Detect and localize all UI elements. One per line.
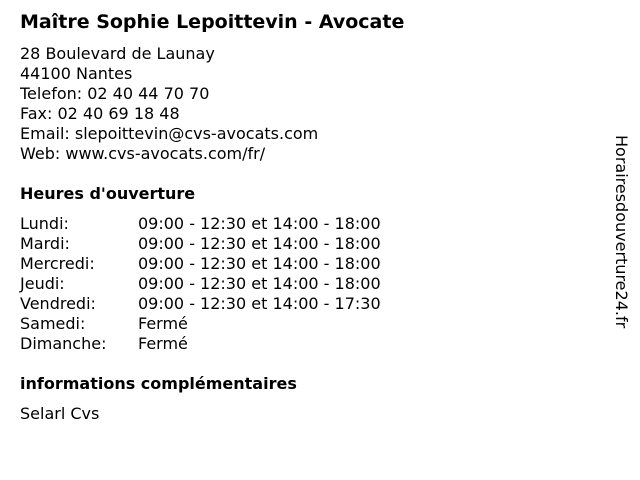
address-street: 28 Boulevard de Launay (20, 44, 215, 63)
fax-number: Fax: 02 40 69 18 48 (20, 104, 180, 123)
additional-info-heading: informations complémentaires (20, 374, 297, 393)
hours-day-label: Dimanche: (20, 334, 107, 353)
hours-day-label: Jeudi: (20, 274, 65, 293)
opening-hours-heading: Heures d'ouverture (20, 184, 196, 203)
hours-time-value: Fermé (138, 334, 188, 353)
hours-time-value: 09:00 - 12:30 et 14:00 - 18:00 (138, 214, 381, 233)
hours-time-value: 09:00 - 12:30 et 14:00 - 18:00 (138, 254, 381, 273)
email-address: Email: slepoittevin@cvs-avocats.com (20, 124, 319, 143)
website-address: Web: www.cvs-avocats.com/fr/ (20, 144, 266, 163)
hours-day-label: Samedi: (20, 314, 86, 333)
hours-time-value: 09:00 - 12:30 et 14:00 - 18:00 (138, 274, 381, 293)
hours-day-label: Mardi: (20, 234, 70, 253)
hours-time-value: 09:00 - 12:30 et 14:00 - 18:00 (138, 234, 381, 253)
hours-day-label: Vendredi: (20, 294, 96, 313)
site-watermark: Horairesdouverture24.fr (612, 135, 631, 329)
hours-time-value: 09:00 - 12:30 et 14:00 - 17:30 (138, 294, 381, 313)
contact-details (20, 44, 318, 164)
page-title: Maître Sophie Lepoittevin - Avocate (20, 11, 405, 33)
hours-time-value: Fermé (138, 314, 188, 333)
hours-day-label: Mercredi: (20, 254, 95, 273)
phone-number: Telefon: 02 40 44 70 70 (20, 84, 210, 103)
additional-info-text: Selarl Cvs (20, 404, 100, 423)
hours-day-label: Lundi: (20, 214, 69, 233)
address-city: 44100 Nantes (20, 64, 133, 83)
